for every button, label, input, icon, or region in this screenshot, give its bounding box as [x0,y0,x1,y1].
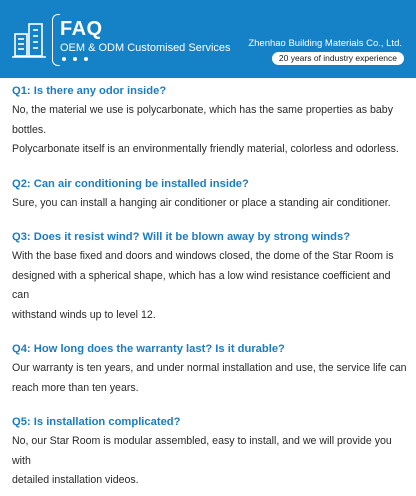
faq-answer-line: detailed installation videos. [12,474,139,486]
faq-item [12,82,408,165]
faq-answer-line: No, our Star Room is modular assembled, easy to install, and we will provide you with [12,435,392,467]
page-title: FAQ [60,18,103,40]
faq-answer-line: Polycarbonate itself is an environmentally friendly material, colorless and odorless. [12,143,399,155]
faq-item [12,228,408,330]
dots-decoration [62,57,88,61]
faq-question: Q1: Is there any odor inside? [12,85,167,97]
company-name: Zhenhao Building Materials Co., Ltd. [248,38,402,49]
faq-answer-line: No, the material we use is polycarbonate, which has the same properties as baby bottles. [12,104,393,136]
faq-item [12,340,408,403]
title-bracket [52,14,60,66]
faq-question: Q3: Does it resist wind? Will it be blown away by strong winds? [12,231,351,243]
faq-answer-line: withstand winds up to level 12. [12,308,156,321]
faq-question: Q2: Can air conditioning be installed inside? [12,177,249,190]
faq-question: Q4: How long does the warranty last? Is it durable? [12,343,285,355]
faq-list [12,82,408,496]
faq-answer-line: Our warranty is ten years, and under normal installation and use, the service life can [12,362,407,374]
page-subtitle: OEM & ODM Customised Services [60,42,231,54]
building-icon [12,20,46,60]
faq-answer-line: With the base fixed and doors and windows closed, the dome of the Star Room is [12,250,394,262]
faq-item [12,175,408,219]
faq-item [12,413,408,496]
faq-question: Q5: Is installation complicated? [12,416,181,428]
experience-badge: 20 years of industry experience [272,52,404,65]
faq-answer-line: reach more than ten years. [12,381,139,394]
header-banner [0,0,416,78]
faq-answer-line: Sure, you can install a hanging air conditioner or place a standing air conditioner. [12,196,391,209]
faq-answer-line: designed with a spherical shape, which has a low wind resistance coefficient and can [12,269,391,301]
